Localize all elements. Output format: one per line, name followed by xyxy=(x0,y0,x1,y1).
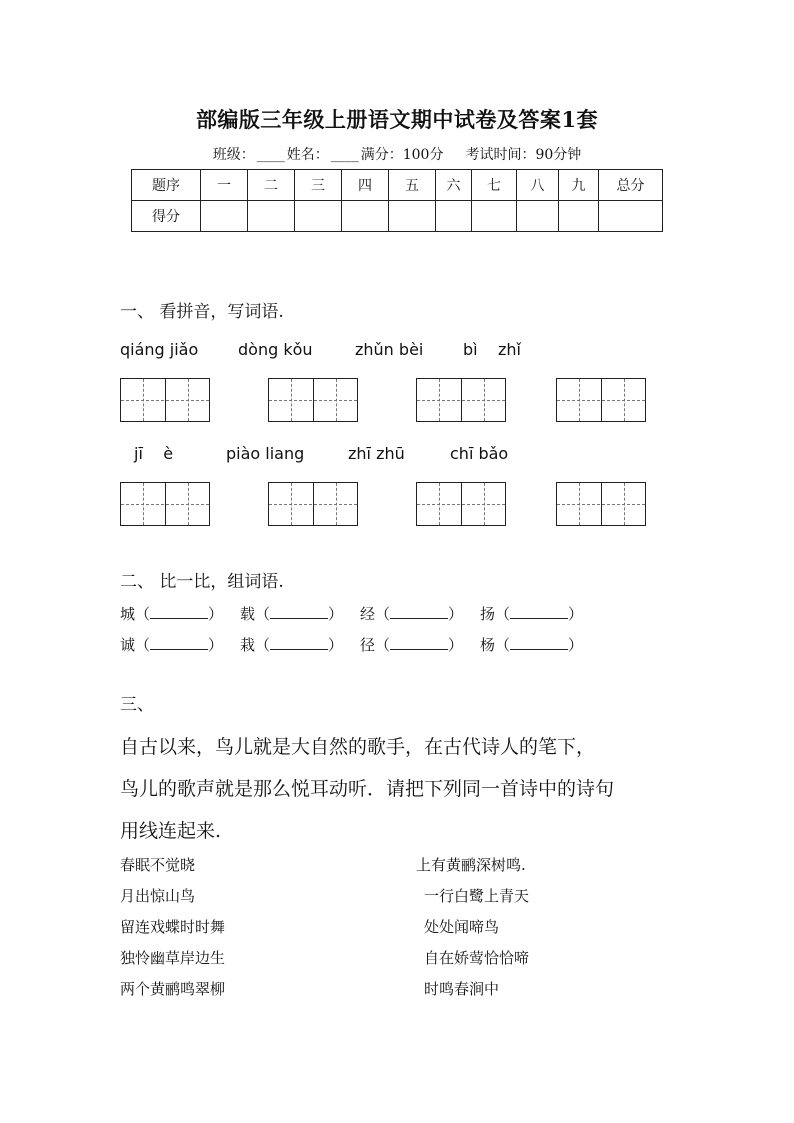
score-cell[interactable] xyxy=(389,201,436,232)
compare-item-cheng2 xyxy=(120,634,223,655)
name-label: 姓名： xyxy=(286,147,329,163)
score-header-cell: 四 xyxy=(342,170,389,201)
poem-right-line[interactable]: 时鸣春涧中 xyxy=(424,980,500,998)
score-cell[interactable] xyxy=(559,201,599,232)
answer-blank[interactable] xyxy=(270,606,328,619)
compare-close: ） xyxy=(208,636,224,654)
section3-para-line: 自古以来，鸟儿就是大自然的歌手，在古代诗人的笔下， xyxy=(120,736,596,758)
pinyin-jie: jī è xyxy=(134,444,174,463)
answer-blank[interactable] xyxy=(390,606,448,619)
score-cell[interactable] xyxy=(436,201,472,232)
compare-close: ） xyxy=(448,605,464,623)
exam-info xyxy=(0,144,794,164)
answer-blank[interactable] xyxy=(510,637,568,650)
section3-para-line: 鸟儿的歌声就是那么悦耳动听．请把下列同一首诗中的诗句 xyxy=(120,778,615,800)
writing-grid[interactable] xyxy=(120,378,210,422)
compare-close: ） xyxy=(208,605,224,623)
poem-left-line[interactable]: 留连戏蝶时时舞 xyxy=(120,918,226,936)
section2-heading: 二、 比一比，组词语. xyxy=(120,572,284,592)
score-table-score-row xyxy=(132,201,663,232)
score-cell[interactable] xyxy=(517,201,559,232)
answer-blank[interactable] xyxy=(390,637,448,650)
score-header-cell: 七 xyxy=(472,170,517,201)
pinyin-chibao: chī bǎo xyxy=(450,444,509,463)
compare-close: ） xyxy=(328,636,344,654)
writing-grid[interactable] xyxy=(416,482,506,526)
poem-left-line[interactable]: 月出惊山鸟 xyxy=(120,887,196,905)
poem-right-line[interactable]: 一行白鹭上青天 xyxy=(424,887,530,905)
pinyin-zhizhu: zhī zhū xyxy=(348,444,405,463)
answer-blank[interactable] xyxy=(150,637,208,650)
class-label: 班级： xyxy=(212,147,255,163)
writing-grid[interactable] xyxy=(416,378,506,422)
compare-char: 栽（ xyxy=(240,636,271,654)
score-header-cell: 五 xyxy=(389,170,436,201)
compare-char: 杨（ xyxy=(480,636,511,654)
score-header-cell: 八 xyxy=(517,170,559,201)
score-header-cell: 九 xyxy=(559,170,599,201)
answer-blank[interactable] xyxy=(510,606,568,619)
writing-grid[interactable] xyxy=(120,482,210,526)
section3-heading: 三、 xyxy=(120,695,154,715)
score-table-header-row xyxy=(132,170,663,201)
score-cell[interactable] xyxy=(342,201,389,232)
compare-item-zai2 xyxy=(240,634,343,655)
compare-close: ） xyxy=(448,636,464,654)
compare-char: 经（ xyxy=(360,605,391,623)
compare-item-yang2 xyxy=(480,634,583,655)
exam-time: 考试时间：90分钟 xyxy=(465,147,582,163)
poem-right-line[interactable]: 自在娇莺恰恰啼 xyxy=(424,949,530,967)
score-cell[interactable] xyxy=(248,201,295,232)
pinyin-qiangjiao: qiáng jiǎo xyxy=(120,340,199,359)
score-cell[interactable] xyxy=(295,201,342,232)
answer-blank[interactable] xyxy=(270,637,328,650)
class-blank: ____ xyxy=(256,147,285,163)
poem-right-line[interactable]: 处处闻啼鸟 xyxy=(424,918,500,936)
score-header-cell: 一 xyxy=(201,170,248,201)
score-cell[interactable] xyxy=(472,201,517,232)
section3-para-line: 用线连起来. xyxy=(120,820,222,842)
compare-char: 扬（ xyxy=(480,605,511,623)
compare-char: 载（ xyxy=(240,605,271,623)
pinyin-zhunbei: zhǔn bèi xyxy=(355,340,424,359)
compare-char: 诚（ xyxy=(120,636,151,654)
score-header-cell: 六 xyxy=(436,170,472,201)
pinyin-dongkou: dòng kǒu xyxy=(238,340,313,359)
writing-grid[interactable] xyxy=(556,378,646,422)
compare-close: ） xyxy=(568,636,584,654)
compare-item-cheng xyxy=(120,603,223,624)
poem-left-line[interactable]: 春眠不觉晓 xyxy=(120,856,196,874)
compare-item-jing2 xyxy=(360,634,463,655)
writing-grid[interactable] xyxy=(268,482,358,526)
answer-blank[interactable] xyxy=(150,606,208,619)
poem-left-line[interactable]: 两个黄鹂鸣翠柳 xyxy=(120,980,226,998)
score-cell[interactable] xyxy=(201,201,248,232)
page-title: 部编版三年级上册语文期中试卷及答案1套 xyxy=(195,107,599,132)
poem-left-line[interactable]: 独怜幽草岸边生 xyxy=(120,949,226,967)
score-header-cell: 三 xyxy=(295,170,342,201)
name-blank: ____ xyxy=(330,147,359,163)
full-score: 满分：100分 xyxy=(360,147,444,163)
writing-grid[interactable] xyxy=(556,482,646,526)
compare-item-zai xyxy=(240,603,343,624)
compare-char: 城（ xyxy=(120,605,151,623)
compare-item-yang xyxy=(480,603,583,624)
score-cell[interactable] xyxy=(599,201,663,232)
pinyin-piaoliang: piào liang xyxy=(226,444,305,463)
compare-item-jing xyxy=(360,603,463,624)
score-header-cell: 二 xyxy=(248,170,295,201)
poem-right-line[interactable]: 上有黄鹂深树鸣. xyxy=(416,856,526,874)
section1-heading: 一、 看拼音，写词语. xyxy=(120,302,284,322)
compare-close: ） xyxy=(328,605,344,623)
writing-grid[interactable] xyxy=(268,378,358,422)
score-row-label: 得分 xyxy=(132,201,201,232)
compare-close: ） xyxy=(568,605,584,623)
score-header-cell: 题序 xyxy=(132,170,201,201)
score-header-cell: 总分 xyxy=(599,170,663,201)
pinyin-bizhi: bì zhǐ xyxy=(463,340,521,359)
compare-char: 径（ xyxy=(360,636,391,654)
score-table xyxy=(131,169,663,232)
